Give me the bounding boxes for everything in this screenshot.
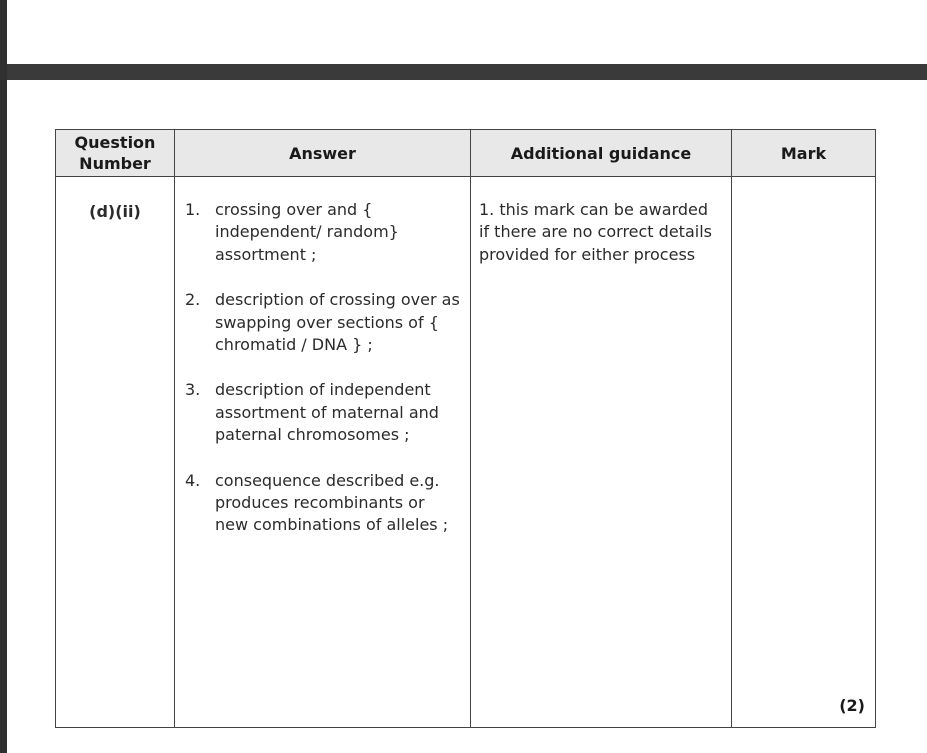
answer-item-text: consequence described e.g. produces recombinants or new combinations of alleles ; <box>215 470 449 535</box>
guidance-cell: 1. this mark can be awarded if there are no correct details provided for either process <box>471 177 732 728</box>
answer-item-text: crossing over and { independent/ random} assortment ; <box>215 200 399 264</box>
question-number-cell: (d)(ii) <box>56 177 175 728</box>
answer-item-number: 4. <box>185 470 201 490</box>
mark-cell <box>732 177 876 728</box>
list-item <box>185 470 462 537</box>
list-item <box>185 289 462 356</box>
answer-list <box>185 199 462 537</box>
header-question-number: Question Number <box>56 130 175 177</box>
header-row <box>56 130 876 177</box>
answer-cell <box>175 177 471 728</box>
answer-item-number: 2. <box>185 290 201 310</box>
window-left-edge <box>0 0 7 753</box>
answer-item-number: 3. <box>185 380 201 400</box>
header-mark: Mark <box>732 130 876 177</box>
list-item <box>185 379 462 446</box>
header-answer: Answer <box>175 130 471 177</box>
mark-value: (2) <box>839 695 865 715</box>
table-row <box>56 177 876 728</box>
answer-item-number: 1. <box>185 200 201 219</box>
answer-item-text: description of crossing over as swapping over sections of { chromatid / DNA } ; <box>215 290 460 355</box>
answer-item-text: description of independent assortment of maternal and paternal chromosomes ; <box>215 380 439 445</box>
list-item <box>185 199 462 266</box>
header-additional-guidance: Additional guidance <box>471 130 732 177</box>
viewer-toolbar-strip <box>7 64 927 80</box>
mark-scheme-table <box>55 129 876 728</box>
